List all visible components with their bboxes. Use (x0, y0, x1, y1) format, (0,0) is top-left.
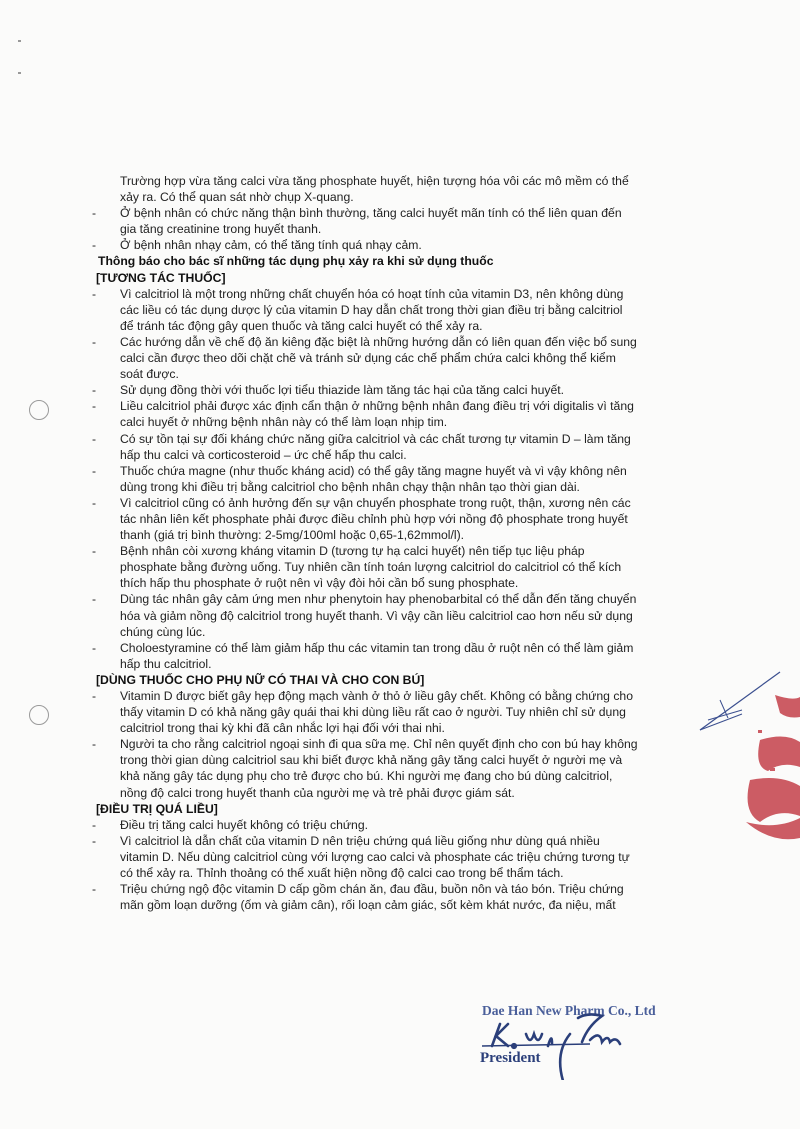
text-line: phosphate bằng đường uống. Tuy nhiên cần tính toán lượng calcitriol do calcitriol có thể kích (120, 560, 622, 575)
company-name: Dae Han New Pharm Co., Ltd (482, 1003, 656, 1018)
text-line: thanh (giá trị bình thường: 2-5mg/100ml hoặc 0,65-1,62mmol/l). (120, 528, 465, 543)
text-line: Ở bệnh nhân nhạy cảm, có thể tăng tính quá nhạy cảm. (120, 238, 422, 253)
text-line: chúng cùng lúc. (120, 624, 206, 639)
section-list (92, 817, 712, 914)
text-line: xảy ra. Có thể quan sát nhờ chụp X-quang. (120, 190, 354, 205)
text-line: mãn gồm loạn dưỡng (ốm và giảm cân), rối loạn cảm giác, sốt kèm khát nước, đa niệu, mất (120, 898, 616, 913)
list-dash: - (92, 334, 97, 349)
text-line: Sử dụng đồng thời với thuốc lợi tiểu thiazide làm tăng tác hại của tăng calci huyết. (120, 383, 565, 398)
document-body (92, 173, 712, 913)
text-line: Vì calcitriol là một trong những chất chuyển hóa có hoạt tính của vitamin D3, nên không dùng (120, 286, 624, 301)
list-item (92, 205, 712, 237)
list-item (92, 463, 712, 495)
list-dash: - (92, 399, 97, 414)
list-item (92, 334, 712, 382)
list-item (92, 543, 712, 591)
text-line: khả năng gây tác dụng phụ cho trẻ được cho bú. Khi người mẹ đang cho bú dùng calcitriol, (120, 769, 613, 784)
section-heading: [DÙNG THUỐC CHO PHỤ NỮ CÓ THAI VÀ CHO CON BÚ] (96, 672, 425, 687)
list-dash: - (92, 592, 97, 607)
list-dash: - (92, 431, 97, 446)
sections (92, 270, 712, 914)
notice-heading: Thông báo cho bác sĩ những tác dụng phụ xảy ra khi sử dụng thuốc (98, 254, 494, 269)
text-line: Thuốc chứa magne (như thuốc kháng acid) có thể gây tăng magne huyết và vì vậy không nên (120, 463, 627, 478)
text-line: để tránh tác động gây quen thuốc và tăng calci huyết có thể xảy ra. (120, 318, 483, 333)
text-line: hóa và giảm nồng độ calcitriol trong huyết thanh. Vì vậy cần liều calcitriol cao hơn nếu sử dụng (120, 608, 633, 623)
text-line: các liều có tác dụng dược lý của vitamin D hay dẫn chất trong thời gian điều trị bằng calcitriol (120, 302, 623, 317)
list-item (92, 881, 712, 913)
list-item (92, 591, 712, 639)
text-line: Bệnh nhân còi xương kháng vitamin D (tương tự hạ calci huyết) nên tiếp tục liệu pháp (120, 544, 585, 559)
list-item (92, 237, 712, 253)
signer-title: President (480, 1050, 541, 1066)
list-dash: - (92, 286, 97, 301)
section (92, 801, 712, 914)
stamp-fragment (680, 670, 800, 860)
section (92, 270, 712, 672)
list-dash: - (92, 238, 97, 253)
text-line: Có sự tồn tại sự đối kháng chức năng giữa calcitriol và các chất tương tự vitamin D – làm tăng (120, 431, 631, 446)
text-line: Vitamin D được biết gây hẹp động mạch vành ở thỏ ở liều gây chết. Không có bằng chứng cho (120, 689, 633, 703)
text-line: có thể xảy ra. Thỉnh thoảng có thể xuất hiện nồng độ calci cao trong bể thẩm tách. (120, 866, 564, 881)
list-item (92, 817, 712, 833)
text-line: hấp thu calcitriol. (120, 656, 212, 671)
list-dash: - (92, 882, 97, 897)
text-line: Dùng tác nhân gây cảm ứng men như phenytoin hay phenobarbital có thể dẫn đến tăng chuyển (120, 592, 637, 607)
section-list (92, 688, 712, 801)
intro-paragraph (92, 173, 712, 205)
scan-speck (18, 40, 21, 42)
list-item (92, 382, 712, 398)
text-line: Choloestyramine có thể làm giảm hấp thu các vitamin tan trong dầu ở ruột nên có thể làm giảm (120, 640, 634, 655)
text-line: calcitriol trong thai kỳ khi đã cân nhắc lợi hại đối với thai nhi. (120, 721, 445, 736)
text-line: Vì calcitriol là dẫn chất của vitamin D nên triệu chứng quá liều giống như dùng quá nhiều (120, 833, 600, 848)
list-dash: - (92, 737, 97, 752)
list-item (92, 398, 712, 430)
punch-hole-upper (29, 400, 49, 420)
list-item (92, 736, 712, 800)
section (92, 672, 712, 801)
text-line: dùng trong khi điều trị bằng calcitriol cho bệnh nhân chạy thận nhân tạo thời gian dài. (120, 479, 580, 494)
text-line: calci cần được theo dõi chặt chẽ và tránh sử dụng các chế phẩm chứa calci không thể kiểm (120, 351, 616, 366)
list-dash: - (92, 544, 97, 559)
list-dash: - (92, 206, 97, 221)
text-line: Liều calcitriol phải được xác định cẩn thận ở những bệnh nhân đang điều trị với digitalis vì tăng (120, 399, 634, 414)
list-item (92, 495, 712, 543)
list-item (92, 640, 712, 672)
text-line: thích hấp thu phosphate ở ruột nên vì vậy đòi hỏi cần bổ sung phosphate. (120, 576, 519, 591)
text-line: trong thời gian dùng calcitriol sau khi biết được khả năng gây tăng calci huyết ở người mẹ và (120, 753, 623, 768)
list-dash: - (92, 689, 97, 703)
section-list (92, 286, 712, 672)
list-dash: - (92, 833, 97, 848)
text-line: Các hướng dẫn về chế độ ăn kiêng đặc biệt là những hướng dẫn có liên quan đến việc bổ sung (120, 334, 637, 349)
list-dash: - (92, 463, 97, 478)
list-item (92, 833, 712, 881)
list-item (92, 431, 712, 463)
text-line: Vì calcitriol cũng có ảnh hưởng đến sự vận chuyển phosphate trong ruột, thận, xương nên các (120, 495, 631, 510)
text-line: thấy vitamin D có khả năng gây quái thai khi dùng liều rất cao ở người. Tuy nhiên chỉ sử dụng (120, 705, 626, 720)
intro-list (92, 205, 712, 253)
text-line: hấp thu calci và corticosteroid – ức chế hấp thu calci. (120, 447, 407, 462)
text-line: Điều trị tăng calci huyết không có triệu chứng. (120, 817, 368, 832)
section-heading: [TƯƠNG TÁC THUỐC] (96, 270, 226, 285)
text-line: tác nhân liên kết phosphate phải được điều chỉnh phù hợp với nồng độ phosphate trong huyết (120, 511, 628, 526)
text-line: Trường hợp vừa tăng calci vừa tăng phosphate huyết, hiện tượng hóa vôi các mô mềm có thể (120, 174, 629, 188)
text-line: Người ta cho rằng calcitriol ngoại sinh đi qua sữa mẹ. Chỉ nên quyết định cho con bú hay không (120, 737, 638, 752)
text-line: soát được. (120, 367, 179, 382)
text-line: calci huyết ở những bệnh nhân này có thể làm loạn nhịp tim. (120, 415, 448, 430)
text-line: gia tăng creatinine trong huyết thanh. (120, 222, 322, 237)
list-item (92, 286, 712, 334)
text-line: vitamin D. Nếu dùng calcitriol cùng với lượng cao calci và phosphate các triệu chứng tương tự (120, 849, 630, 864)
text-line: nồng độ calci trong huyết thanh của người mẹ và trẻ phải được giám sát. (120, 785, 515, 800)
text-line: Triệu chứng ngộ độc vitamin D cấp gồm chán ăn, đau đầu, buồn nôn và táo bón. Triệu chứng (120, 882, 624, 897)
punch-hole-lower (29, 705, 49, 725)
handwritten-signature (478, 1000, 718, 1080)
list-dash: - (92, 383, 97, 398)
scan-speck (18, 72, 21, 74)
section-heading: [ĐIỀU TRỊ QUÁ LIỀU] (96, 801, 218, 816)
list-dash: - (92, 817, 97, 832)
signature-block (478, 1000, 718, 1080)
text-line: Ở bệnh nhân có chức năng thận bình thường, tăng calci huyết mãn tính có thể liên quan đến (120, 206, 622, 221)
list-dash: - (92, 640, 97, 655)
list-item (92, 688, 712, 736)
list-dash: - (92, 495, 97, 510)
